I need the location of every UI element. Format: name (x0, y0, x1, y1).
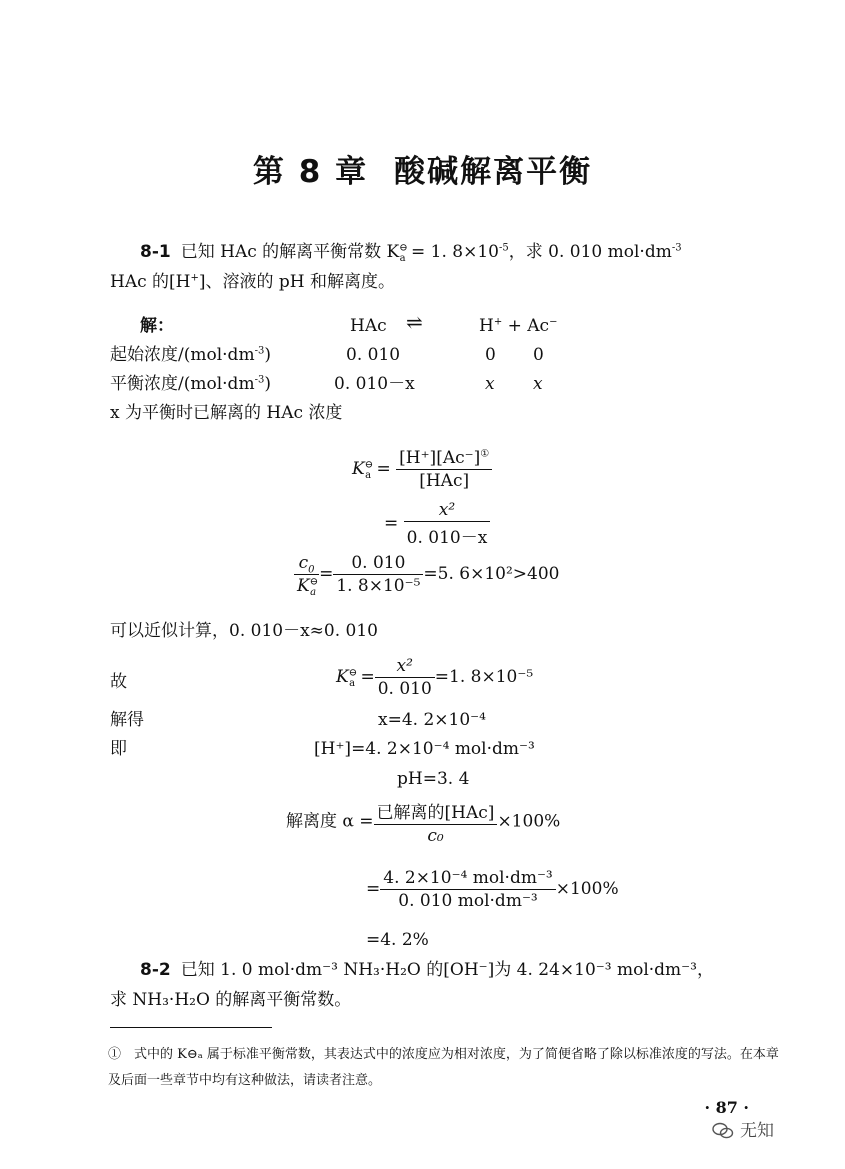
row-initial-value-1: 0 (485, 345, 496, 365)
label-gu: 故 (110, 672, 127, 692)
equation-ka-approx: $K^⊖_a$ = $\frac{\text{x²}}{0. 010}$ =1. 8×10⁻⁵ (336, 656, 534, 699)
row-equilibrium-value-1: x (485, 374, 495, 394)
row-equilibrium-value-0: 0. 010－x (334, 374, 415, 394)
result-ph: pH=3. 4 (397, 769, 470, 789)
footnote: ① 式中的 K⊖ₐ 属于标准平衡常数，其表达式中的浓度应为相对浓度，为了简便省略了除以标准浓度的写法。在本章及后面一些章节中均有这种做法，请读者注意。 (108, 1047, 779, 1088)
approximation-text: 可以近似计算，0. 010－x≈0. 010 (110, 621, 378, 641)
chapter-title (0, 146, 845, 191)
row-equilibrium-value-2: x (533, 374, 543, 394)
result-h-concentration: [H⁺]=4. 2×10⁻⁴ mol·dm⁻³ (314, 739, 535, 759)
row-initial-value-0: 0. 010 (346, 345, 401, 365)
chapter-name: 酸碱解离平衡 (394, 154, 593, 190)
equation-ka-x: = $\frac{\text{x²}}{0. 010-x}$ (384, 500, 490, 548)
equilibrium-arrow-icon: ⇌ (406, 310, 423, 334)
equation-ka-definition: $K^⊖_a$ = $\frac{[H^+][Ac^-]^①}{\text{[HAc]}}$ (352, 448, 492, 491)
label-jiede: 解得 (110, 710, 144, 730)
equation-alpha-definition: 解离度 α = $\frac{\text{已解离的[HAc]}}{\text{c₀}}$ ×100% (286, 798, 560, 846)
variable-note: x 为平衡时已解离的 HAc 浓度 (110, 403, 343, 423)
solution-label: 解： (140, 316, 174, 336)
label-ji: 即 (110, 739, 127, 759)
equation-alpha-substituted: = $\frac{\text{4. 2×10⁻⁴ mol·dm⁻³}}{\text{0. 010 mol·dm⁻³}}$ ×100% (366, 868, 619, 911)
reaction-right: H+ + Ac− (479, 316, 558, 336)
row-equilibrium-label: 平衡浓度$/(mol\cdot dm^{-3})$ (110, 374, 271, 394)
row-initial-label: 起始浓度$/(mol\cdot dm^{-3})$ (110, 345, 271, 365)
result-alpha: =4. 2% (366, 930, 429, 950)
problem-8-2-line2: 求 NH₃·H₂O 的解离平衡常数。 (110, 990, 352, 1010)
watermark: 无知 (712, 1116, 774, 1141)
problem-number-2: 8-2 (140, 960, 171, 980)
problem-8-1-line2: HAc 的[H+]、溶液的 pH 和解离度。 (110, 272, 396, 292)
footnote-divider (110, 1027, 272, 1028)
result-x: x=4. 2×10⁻⁴ (378, 710, 486, 730)
problem-number: 8-1 (140, 242, 171, 262)
wechat-icon (712, 1122, 734, 1140)
equation-ratio-check: $\frac{c_0}{K^⊖_a}$ = $\frac{0. 010}{\text{1. 8×10⁻⁵}}$ =5. 6×10²>400 (294, 553, 560, 596)
chapter-number: 第 8 章 (252, 154, 369, 190)
reaction-left: HAc (350, 316, 387, 336)
problem-8-2-line1: 8-2 已知 1. 0 mol·dm⁻³ NH₃·H₂O 的[OH⁻]为 4. 24×10⁻³ mol·dm⁻³， (140, 960, 714, 980)
row-initial-value-2: 0 (533, 345, 544, 365)
page-number: · 87 · (704, 1098, 749, 1117)
problem-8-1-line1: 8-1 已知 HAc 的解离平衡常数 $K^⊖_a = 1$. $8\times 10^{-5}$，求 0. 010 $mol\cdot dm^{-3}$ (140, 242, 682, 265)
